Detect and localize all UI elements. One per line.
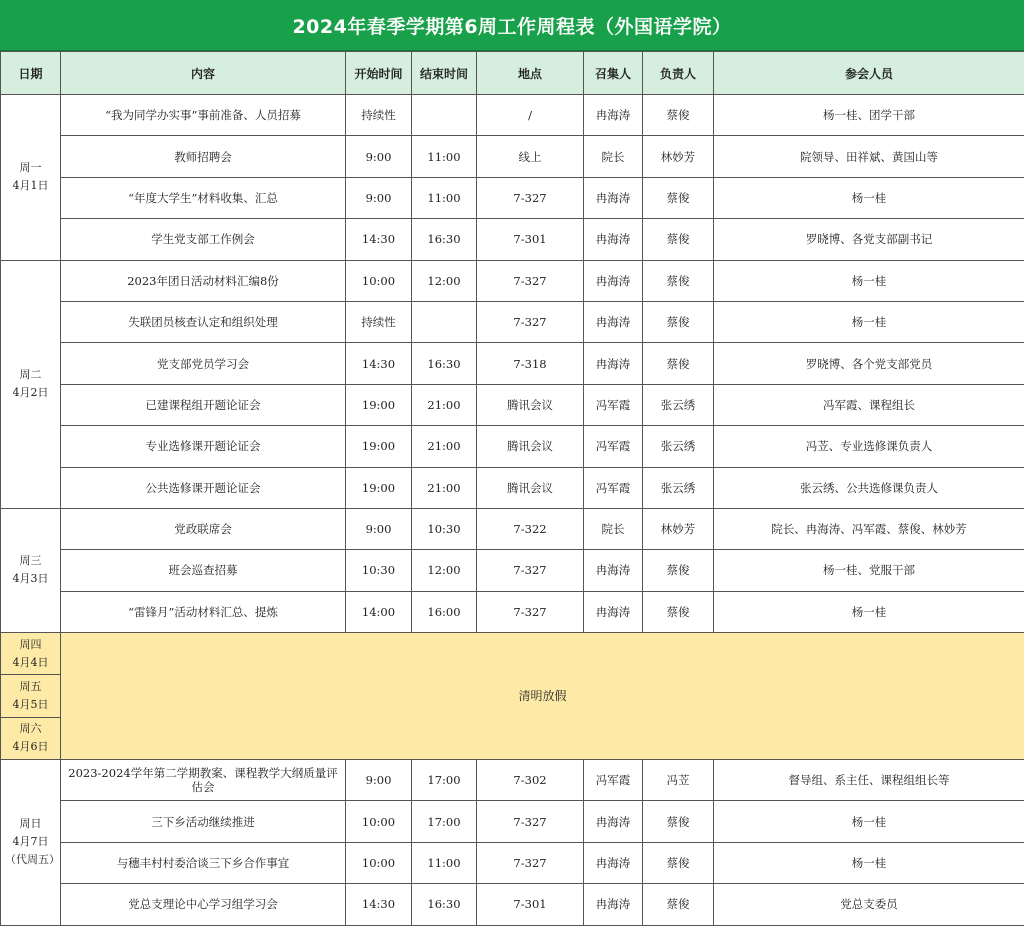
- cell-content: 学生党支部工作例会: [61, 219, 346, 260]
- cell-start: 持续性: [346, 301, 412, 342]
- cell-end: 16:30: [412, 343, 477, 384]
- cell-participants: 杨一桂: [714, 801, 1024, 842]
- cell-place: 腾讯会议: [477, 467, 584, 508]
- cell-participants: 杨一桂: [714, 591, 1024, 632]
- table-row: [1, 842, 1024, 883]
- cell-owner: 蔡俊: [643, 884, 714, 925]
- cell-convener: 冉海涛: [584, 591, 643, 632]
- cell-convener: 冉海涛: [584, 95, 643, 136]
- cell-owner: 蔡俊: [643, 343, 714, 384]
- cell-content: 三下乡活动继续推进: [61, 801, 346, 842]
- cell-convener: 冉海涛: [584, 801, 643, 842]
- cell-end: 16:30: [412, 219, 477, 260]
- cell-end: 17:00: [412, 759, 477, 800]
- cell-participants: 杨一桂: [714, 301, 1024, 342]
- table-row: [1, 508, 1024, 549]
- cell-start: 9:00: [346, 136, 412, 177]
- cell-place: 7-327: [477, 301, 584, 342]
- cell-participants: 张云绣、公共选修课负责人: [714, 467, 1024, 508]
- cell-content: 2023年团日活动材料汇编8份: [61, 260, 346, 301]
- cell-place: 7-322: [477, 508, 584, 549]
- cell-participants: 杨一桂: [714, 177, 1024, 218]
- weekday-label: 周四: [1, 636, 60, 654]
- weekday-label: 周二: [5, 366, 56, 384]
- cell-participants: 罗晓博、各个党支部党员: [714, 343, 1024, 384]
- table-row: [1, 136, 1024, 177]
- cell-convener: 冯军霞: [584, 426, 643, 467]
- cell-start: 19:00: [346, 426, 412, 467]
- cell-place: 7-318: [477, 343, 584, 384]
- cell-participants: 杨一桂、团学干部: [714, 95, 1024, 136]
- cell-content: 专业选修课开题论证会: [61, 426, 346, 467]
- cell-owner: 张云绣: [643, 384, 714, 425]
- cell-owner: 蔡俊: [643, 301, 714, 342]
- table-row: [1, 591, 1024, 632]
- cell-end: 21:00: [412, 384, 477, 425]
- cell-start: 10:30: [346, 550, 412, 591]
- table-row: [1, 260, 1024, 301]
- cell-owner: 蔡俊: [643, 842, 714, 883]
- date-cell-tue: [1, 260, 61, 508]
- cell-convener: 冯军霞: [584, 467, 643, 508]
- table-row: [1, 467, 1024, 508]
- table-row: [1, 219, 1024, 260]
- header-start-time: 开始时间: [346, 52, 412, 95]
- cell-end: [412, 301, 477, 342]
- schedule-table: [0, 51, 1024, 926]
- cell-place: 7-327: [477, 591, 584, 632]
- table-row: [1, 759, 1024, 800]
- cell-place: 腾讯会议: [477, 384, 584, 425]
- cell-convener: 冉海涛: [584, 301, 643, 342]
- date-cell-sun: [1, 759, 61, 925]
- cell-end: 12:00: [412, 260, 477, 301]
- cell-place: 7-327: [477, 177, 584, 218]
- cell-convener: 冯军霞: [584, 759, 643, 800]
- cell-participants: 督导组、系主任、课程组组长等: [714, 759, 1024, 800]
- date-cell-thu: [1, 633, 61, 675]
- header-content: 内容: [61, 52, 346, 95]
- cell-place: 7-327: [477, 842, 584, 883]
- weekday-label: 周日: [5, 815, 56, 833]
- cell-start: 19:00: [346, 467, 412, 508]
- cell-place: 7-327: [477, 260, 584, 301]
- cell-place: 7-302: [477, 759, 584, 800]
- table-row: [1, 384, 1024, 425]
- cell-start: 10:00: [346, 842, 412, 883]
- cell-convener: 冉海涛: [584, 343, 643, 384]
- cell-owner: 蔡俊: [643, 95, 714, 136]
- cell-participants: 冯苙、专业选修课负责人: [714, 426, 1024, 467]
- cell-start: 14:30: [346, 343, 412, 384]
- header-owner: 负责人: [643, 52, 714, 95]
- cell-end: 10:30: [412, 508, 477, 549]
- cell-convener: 冉海涛: [584, 219, 643, 260]
- cell-start: 持续性: [346, 95, 412, 136]
- date-label: 4月3日: [5, 570, 56, 588]
- cell-owner: 蔡俊: [643, 219, 714, 260]
- date-cell-mon: [1, 95, 61, 261]
- cell-end: 12:00: [412, 550, 477, 591]
- holiday-row: [1, 633, 1024, 675]
- cell-end: 21:00: [412, 426, 477, 467]
- date-cell-wed: [1, 508, 61, 632]
- cell-end: 21:00: [412, 467, 477, 508]
- cell-content: 公共选修课开题论证会: [61, 467, 346, 508]
- cell-end: 11:00: [412, 842, 477, 883]
- cell-start: 10:00: [346, 260, 412, 301]
- cell-end: 11:00: [412, 177, 477, 218]
- cell-content: “我为同学办实事”事前准备、人员招募: [61, 95, 346, 136]
- cell-convener: 冉海涛: [584, 177, 643, 218]
- header-convener: 召集人: [584, 52, 643, 95]
- cell-start: 9:00: [346, 177, 412, 218]
- cell-owner: 蔡俊: [643, 550, 714, 591]
- cell-participants: 杨一桂、党服干部: [714, 550, 1024, 591]
- cell-owner: 蔡俊: [643, 260, 714, 301]
- cell-participants: 杨一桂: [714, 842, 1024, 883]
- date-note: （代周五）: [5, 851, 56, 869]
- date-label: 4月6日: [1, 738, 60, 756]
- cell-start: 10:00: [346, 801, 412, 842]
- cell-place: 7-301: [477, 219, 584, 260]
- cell-place: 7-327: [477, 550, 584, 591]
- page-title: 2024年春季学期第6周工作周程表（外国语学院）: [0, 0, 1024, 51]
- cell-owner: 冯苙: [643, 759, 714, 800]
- cell-content: 失联团员核查认定和组织处理: [61, 301, 346, 342]
- weekday-label: 周五: [1, 678, 60, 696]
- cell-end: 11:00: [412, 136, 477, 177]
- weekday-label: 周三: [5, 552, 56, 570]
- weekday-label: 周一: [5, 159, 56, 177]
- table-row: [1, 550, 1024, 591]
- table-row: [1, 801, 1024, 842]
- date-label: 4月2日: [5, 384, 56, 402]
- cell-owner: 蔡俊: [643, 177, 714, 218]
- cell-start: 14:30: [346, 219, 412, 260]
- cell-content: “年度大学生”材料收集、汇总: [61, 177, 346, 218]
- cell-convener: 院长: [584, 508, 643, 549]
- cell-place: 腾讯会议: [477, 426, 584, 467]
- date-label: 4月5日: [1, 696, 60, 714]
- date-label: 4月7日: [5, 833, 56, 851]
- cell-end: 16:00: [412, 591, 477, 632]
- cell-convener: 冯军霞: [584, 384, 643, 425]
- cell-owner: 张云绣: [643, 426, 714, 467]
- header-place: 地点: [477, 52, 584, 95]
- cell-start: 14:00: [346, 591, 412, 632]
- cell-place: /: [477, 95, 584, 136]
- cell-end: 16:30: [412, 884, 477, 925]
- cell-end: [412, 95, 477, 136]
- cell-content: 党支部党员学习会: [61, 343, 346, 384]
- date-cell-sat: [1, 717, 61, 759]
- cell-start: 9:00: [346, 759, 412, 800]
- cell-place: 线上: [477, 136, 584, 177]
- cell-place: 7-301: [477, 884, 584, 925]
- date-label: 4月1日: [5, 177, 56, 195]
- cell-content: 班会巡查招募: [61, 550, 346, 591]
- cell-participants: 院领导、田祥斌、黄国山等: [714, 136, 1024, 177]
- header-date: 日期: [1, 52, 61, 95]
- cell-participants: 罗晓博、各党支部副书记: [714, 219, 1024, 260]
- cell-owner: 林妙芳: [643, 508, 714, 549]
- cell-content: 已建课程组开题论证会: [61, 384, 346, 425]
- table-row: [1, 301, 1024, 342]
- cell-start: 9:00: [346, 508, 412, 549]
- cell-place: 7-327: [477, 801, 584, 842]
- cell-content: 教师招聘会: [61, 136, 346, 177]
- table-row: [1, 884, 1024, 925]
- header-end-time: 结束时间: [412, 52, 477, 95]
- cell-convener: 冉海涛: [584, 260, 643, 301]
- cell-start: 14:30: [346, 884, 412, 925]
- date-label: 4月4日: [1, 654, 60, 672]
- cell-participants: 杨一桂: [714, 260, 1024, 301]
- table-row: [1, 177, 1024, 218]
- table-row: [1, 343, 1024, 384]
- cell-content: 党政联席会: [61, 508, 346, 549]
- header-participants: 参会人员: [714, 52, 1024, 95]
- header-row: [1, 52, 1024, 95]
- holiday-note: 清明放假: [61, 633, 1024, 760]
- cell-convener: 院长: [584, 136, 643, 177]
- cell-participants: 院长、冉海涛、冯军霞、蔡俊、林妙芳: [714, 508, 1024, 549]
- cell-convener: 冉海涛: [584, 550, 643, 591]
- cell-owner: 林妙芳: [643, 136, 714, 177]
- cell-convener: 冉海涛: [584, 884, 643, 925]
- cell-owner: 蔡俊: [643, 591, 714, 632]
- cell-participants: 党总支委员: [714, 884, 1024, 925]
- cell-end: 17:00: [412, 801, 477, 842]
- date-cell-fri: [1, 675, 61, 717]
- cell-content: “雷锋月”活动材料汇总、提炼: [61, 591, 346, 632]
- cell-participants: 冯军霞、课程组长: [714, 384, 1024, 425]
- cell-content: 党总支理论中心学习组学习会: [61, 884, 346, 925]
- table-row: [1, 426, 1024, 467]
- cell-content: 与穗丰村村委洽谈三下乡合作事宜: [61, 842, 346, 883]
- cell-content: 2023-2024学年第二学期教案、课程教学大纲质量评估会: [61, 759, 346, 800]
- cell-owner: 张云绣: [643, 467, 714, 508]
- cell-owner: 蔡俊: [643, 801, 714, 842]
- cell-convener: 冉海涛: [584, 842, 643, 883]
- cell-start: 19:00: [346, 384, 412, 425]
- weekday-label: 周六: [1, 720, 60, 738]
- table-row: [1, 95, 1024, 136]
